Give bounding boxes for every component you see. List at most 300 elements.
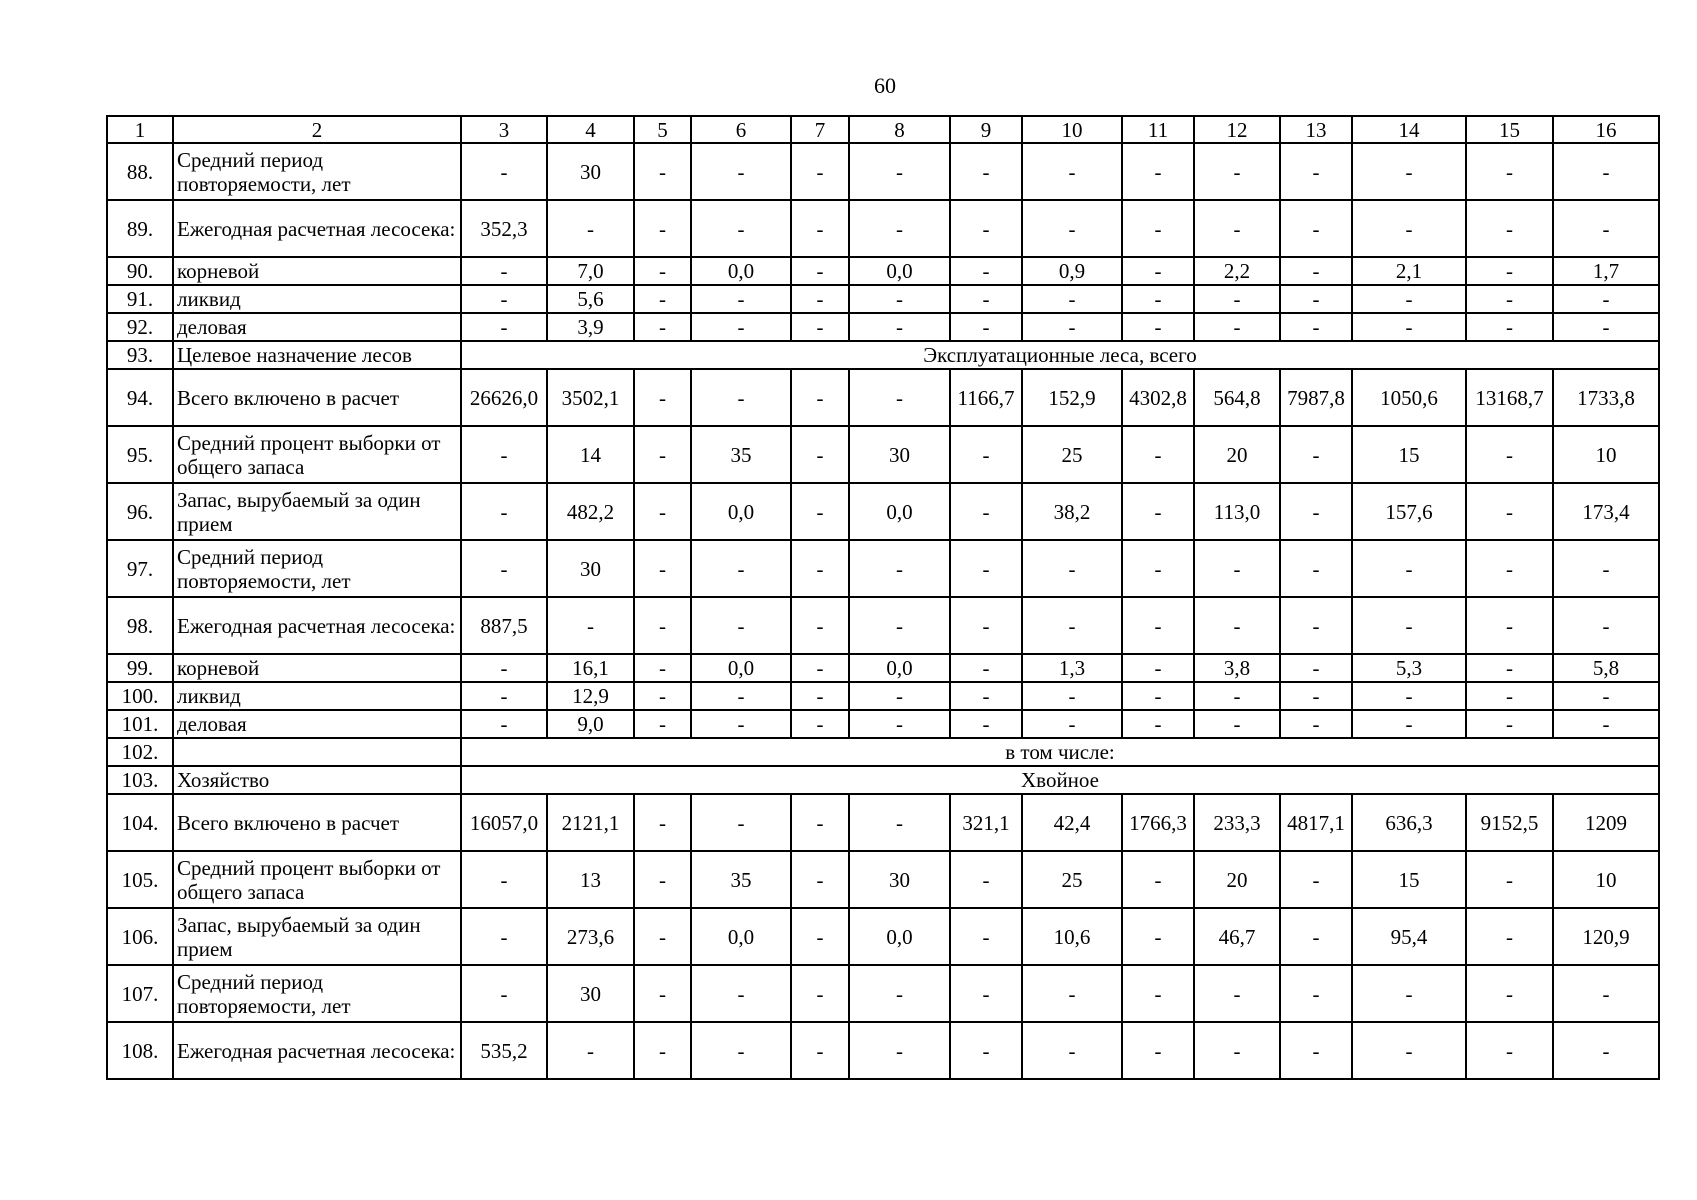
value-cell: -: [1022, 710, 1122, 738]
value-cell: -: [461, 851, 547, 908]
value-cell: -: [950, 143, 1022, 200]
row-number-cell: 105.: [107, 851, 173, 908]
value-cell: -: [547, 200, 634, 257]
row-number-cell: 94.: [107, 369, 173, 426]
value-cell: -: [1122, 851, 1194, 908]
value-cell: -: [634, 710, 691, 738]
row-number-cell: 107.: [107, 965, 173, 1022]
value-cell: -: [461, 682, 547, 710]
value-cell: -: [1122, 257, 1194, 285]
value-cell: -: [1280, 200, 1352, 257]
row-label-cell: [173, 738, 461, 766]
column-number-cell: 9: [950, 116, 1022, 143]
value-cell: -: [634, 851, 691, 908]
value-cell: -: [950, 654, 1022, 682]
value-cell: 152,9: [1022, 369, 1122, 426]
value-cell: -: [691, 200, 791, 257]
forest-harvest-table: [106, 115, 1660, 1080]
value-cell: -: [1280, 426, 1352, 483]
column-number-cell: 11: [1122, 116, 1194, 143]
value-cell: -: [1352, 710, 1466, 738]
value-cell: -: [950, 908, 1022, 965]
row-label-cell: Средний период повторяемости, лет: [173, 965, 461, 1022]
value-cell: -: [1352, 540, 1466, 597]
value-cell: -: [950, 200, 1022, 257]
table-row: [107, 143, 1659, 200]
value-cell: 1166,7: [950, 369, 1022, 426]
value-cell: -: [1122, 483, 1194, 540]
value-cell: -: [1553, 313, 1659, 341]
value-cell: -: [1194, 682, 1280, 710]
table-row: [107, 483, 1659, 540]
value-cell: -: [1194, 143, 1280, 200]
value-cell: -: [1466, 710, 1553, 738]
row-number-cell: 108.: [107, 1022, 173, 1079]
value-cell: -: [791, 369, 849, 426]
value-cell: -: [1352, 200, 1466, 257]
value-cell: 3502,1: [547, 369, 634, 426]
value-cell: -: [1194, 597, 1280, 654]
column-number-cell: 14: [1352, 116, 1466, 143]
value-cell: -: [849, 710, 950, 738]
row-label-cell: Запас, вырубаемый за один прием: [173, 908, 461, 965]
value-cell: -: [1466, 851, 1553, 908]
value-cell: -: [791, 597, 849, 654]
value-cell: -: [1122, 710, 1194, 738]
table-row: [107, 540, 1659, 597]
value-cell: 10: [1553, 426, 1659, 483]
value-cell: -: [849, 200, 950, 257]
value-cell: -: [1022, 540, 1122, 597]
value-cell: -: [1466, 908, 1553, 965]
value-cell: -: [1466, 143, 1553, 200]
row-number-cell: 97.: [107, 540, 173, 597]
table-row: [107, 851, 1659, 908]
column-number-cell: 2: [173, 116, 461, 143]
value-cell: -: [1280, 710, 1352, 738]
value-cell: -: [950, 597, 1022, 654]
value-cell: -: [1352, 597, 1466, 654]
value-cell: -: [950, 682, 1022, 710]
table-row: [107, 710, 1659, 738]
row-label-cell: Ежегодная расчетная лесосека:: [173, 597, 461, 654]
value-cell: -: [1122, 965, 1194, 1022]
value-cell: -: [791, 654, 849, 682]
value-cell: -: [1280, 313, 1352, 341]
value-cell: -: [547, 597, 634, 654]
value-cell: -: [634, 285, 691, 313]
value-cell: 10,6: [1022, 908, 1122, 965]
value-cell: 9152,5: [1466, 794, 1553, 851]
value-cell: -: [461, 540, 547, 597]
value-cell: -: [950, 426, 1022, 483]
value-cell: 35: [691, 426, 791, 483]
value-cell: -: [1280, 257, 1352, 285]
value-cell: -: [461, 143, 547, 200]
value-cell: -: [461, 710, 547, 738]
row-label-cell: Целевое назначение лесов: [173, 341, 461, 369]
value-cell: -: [1122, 908, 1194, 965]
table-row: [107, 738, 1659, 766]
row-label-cell: ликвид: [173, 682, 461, 710]
row-label-cell: деловая: [173, 313, 461, 341]
value-cell: 0,0: [849, 908, 950, 965]
table-row: [107, 341, 1659, 369]
value-cell: -: [791, 285, 849, 313]
value-cell: -: [1466, 313, 1553, 341]
column-number-cell: 10: [1022, 116, 1122, 143]
value-cell: 1733,8: [1553, 369, 1659, 426]
value-cell: -: [950, 1022, 1022, 1079]
value-cell: 7,0: [547, 257, 634, 285]
value-cell: -: [1466, 285, 1553, 313]
column-number-cell: 5: [634, 116, 691, 143]
value-cell: -: [1022, 682, 1122, 710]
value-cell: -: [1280, 851, 1352, 908]
value-cell: 1766,3: [1122, 794, 1194, 851]
value-cell: -: [849, 540, 950, 597]
value-cell: -: [791, 965, 849, 1022]
row-label-cell: Запас, вырубаемый за один прием: [173, 483, 461, 540]
value-cell: -: [691, 143, 791, 200]
value-cell: -: [1122, 1022, 1194, 1079]
value-cell: 42,4: [1022, 794, 1122, 851]
value-cell: -: [849, 143, 950, 200]
value-cell: -: [1352, 1022, 1466, 1079]
table-row: [107, 654, 1659, 682]
table-row: [107, 794, 1659, 851]
value-cell: 16057,0: [461, 794, 547, 851]
value-cell: 7987,8: [1280, 369, 1352, 426]
value-cell: -: [461, 654, 547, 682]
value-cell: -: [1022, 313, 1122, 341]
value-cell: -: [1022, 285, 1122, 313]
value-cell: -: [1280, 654, 1352, 682]
value-cell: -: [1022, 143, 1122, 200]
section-heading-cell: в том числе:: [461, 738, 1659, 766]
value-cell: -: [547, 1022, 634, 1079]
value-cell: 0,0: [691, 654, 791, 682]
value-cell: 2121,1: [547, 794, 634, 851]
column-number-cell: 13: [1280, 116, 1352, 143]
value-cell: -: [634, 540, 691, 597]
column-number-cell: 12: [1194, 116, 1280, 143]
value-cell: 3,9: [547, 313, 634, 341]
value-cell: -: [791, 426, 849, 483]
value-cell: 4302,8: [1122, 369, 1194, 426]
value-cell: -: [1194, 965, 1280, 1022]
value-cell: 16,1: [547, 654, 634, 682]
row-label-cell: Средний период повторяемости, лет: [173, 540, 461, 597]
value-cell: -: [1022, 200, 1122, 257]
value-cell: 157,6: [1352, 483, 1466, 540]
table-row: [107, 285, 1659, 313]
row-label-cell: Средний период повторяемости, лет: [173, 143, 461, 200]
value-cell: 4817,1: [1280, 794, 1352, 851]
section-heading-cell: Хвойное: [461, 766, 1659, 794]
row-number-cell: 99.: [107, 654, 173, 682]
value-cell: 352,3: [461, 200, 547, 257]
value-cell: -: [1280, 483, 1352, 540]
value-cell: -: [461, 965, 547, 1022]
row-number-cell: 91.: [107, 285, 173, 313]
value-cell: 20: [1194, 851, 1280, 908]
value-cell: -: [1553, 1022, 1659, 1079]
row-number-cell: 95.: [107, 426, 173, 483]
value-cell: 13: [547, 851, 634, 908]
value-cell: -: [1122, 313, 1194, 341]
value-cell: -: [1466, 426, 1553, 483]
value-cell: 1,7: [1553, 257, 1659, 285]
value-cell: 0,0: [691, 257, 791, 285]
value-cell: 482,2: [547, 483, 634, 540]
value-cell: -: [950, 483, 1022, 540]
value-cell: 30: [547, 965, 634, 1022]
column-number-cell: 4: [547, 116, 634, 143]
column-number-cell: 16: [1553, 116, 1659, 143]
value-cell: -: [691, 794, 791, 851]
value-cell: -: [691, 710, 791, 738]
value-cell: -: [1466, 200, 1553, 257]
row-number-cell: 100.: [107, 682, 173, 710]
value-cell: 5,3: [1352, 654, 1466, 682]
value-cell: -: [791, 794, 849, 851]
value-cell: -: [691, 369, 791, 426]
value-cell: -: [1466, 597, 1553, 654]
row-number-cell: 89.: [107, 200, 173, 257]
value-cell: 0,0: [691, 908, 791, 965]
row-number-cell: 88.: [107, 143, 173, 200]
value-cell: 3,8: [1194, 654, 1280, 682]
value-cell: 20: [1194, 426, 1280, 483]
value-cell: -: [634, 597, 691, 654]
row-number-cell: 92.: [107, 313, 173, 341]
value-cell: -: [1194, 313, 1280, 341]
value-cell: 273,6: [547, 908, 634, 965]
value-cell: -: [691, 313, 791, 341]
value-cell: -: [950, 851, 1022, 908]
table-row: [107, 766, 1659, 794]
value-cell: 887,5: [461, 597, 547, 654]
value-cell: -: [1280, 285, 1352, 313]
value-cell: -: [461, 285, 547, 313]
value-cell: -: [1280, 908, 1352, 965]
row-number-cell: 101.: [107, 710, 173, 738]
value-cell: -: [634, 200, 691, 257]
value-cell: 233,3: [1194, 794, 1280, 851]
row-label-cell: Ежегодная расчетная лесосека:: [173, 1022, 461, 1079]
value-cell: 10: [1553, 851, 1659, 908]
value-cell: 0,0: [849, 483, 950, 540]
row-number-cell: 98.: [107, 597, 173, 654]
value-cell: -: [1466, 540, 1553, 597]
value-cell: -: [849, 965, 950, 1022]
value-cell: -: [691, 540, 791, 597]
value-cell: -: [634, 369, 691, 426]
value-cell: -: [849, 682, 950, 710]
value-cell: -: [849, 369, 950, 426]
value-cell: 38,2: [1022, 483, 1122, 540]
table-row: [107, 965, 1659, 1022]
value-cell: -: [950, 285, 1022, 313]
value-cell: -: [1122, 682, 1194, 710]
value-cell: 95,4: [1352, 908, 1466, 965]
value-cell: -: [1352, 143, 1466, 200]
value-cell: -: [1553, 143, 1659, 200]
row-label-cell: корневой: [173, 257, 461, 285]
value-cell: -: [634, 908, 691, 965]
column-number-cell: 15: [1466, 116, 1553, 143]
value-cell: -: [791, 851, 849, 908]
value-cell: -: [1466, 1022, 1553, 1079]
value-cell: -: [634, 313, 691, 341]
column-number-cell: 6: [691, 116, 791, 143]
value-cell: 12,9: [547, 682, 634, 710]
value-cell: 1050,6: [1352, 369, 1466, 426]
value-cell: -: [1553, 597, 1659, 654]
value-cell: 30: [849, 851, 950, 908]
value-cell: 2,2: [1194, 257, 1280, 285]
value-cell: 30: [547, 540, 634, 597]
value-cell: -: [1122, 426, 1194, 483]
value-cell: 25: [1022, 426, 1122, 483]
value-cell: 1,3: [1022, 654, 1122, 682]
value-cell: -: [1280, 143, 1352, 200]
row-label-cell: Хозяйство: [173, 766, 461, 794]
value-cell: -: [950, 540, 1022, 597]
value-cell: -: [849, 285, 950, 313]
table-row: [107, 597, 1659, 654]
value-cell: 14: [547, 426, 634, 483]
row-number-cell: 103.: [107, 766, 173, 794]
value-cell: 5,6: [547, 285, 634, 313]
value-cell: -: [1022, 597, 1122, 654]
value-cell: -: [461, 426, 547, 483]
value-cell: -: [461, 908, 547, 965]
value-cell: -: [950, 257, 1022, 285]
value-cell: -: [634, 143, 691, 200]
value-cell: 564,8: [1194, 369, 1280, 426]
value-cell: -: [1280, 540, 1352, 597]
value-cell: -: [1280, 597, 1352, 654]
value-cell: 113,0: [1194, 483, 1280, 540]
value-cell: 13168,7: [1466, 369, 1553, 426]
row-label-cell: Средний процент выборки от общего запаса: [173, 426, 461, 483]
value-cell: -: [791, 710, 849, 738]
column-number-cell: 7: [791, 116, 849, 143]
value-cell: -: [1553, 682, 1659, 710]
value-cell: -: [849, 313, 950, 341]
table-row: [107, 313, 1659, 341]
value-cell: 30: [547, 143, 634, 200]
value-cell: -: [791, 682, 849, 710]
row-label-cell: Средний процент выборки от общего запаса: [173, 851, 461, 908]
value-cell: -: [849, 597, 950, 654]
value-cell: -: [1466, 682, 1553, 710]
value-cell: -: [1553, 710, 1659, 738]
table-row: [107, 908, 1659, 965]
value-cell: -: [634, 483, 691, 540]
value-cell: -: [1122, 654, 1194, 682]
value-cell: -: [1194, 540, 1280, 597]
row-label-cell: Всего включено в расчет: [173, 794, 461, 851]
value-cell: -: [691, 285, 791, 313]
row-number-cell: 102.: [107, 738, 173, 766]
value-cell: -: [791, 483, 849, 540]
value-cell: -: [1280, 965, 1352, 1022]
row-number-cell: 106.: [107, 908, 173, 965]
value-cell: 25: [1022, 851, 1122, 908]
value-cell: 0,0: [849, 257, 950, 285]
value-cell: -: [634, 682, 691, 710]
row-label-cell: ликвид: [173, 285, 461, 313]
value-cell: -: [1122, 285, 1194, 313]
table-row: [107, 682, 1659, 710]
value-cell: -: [1022, 965, 1122, 1022]
row-number-cell: 104.: [107, 794, 173, 851]
value-cell: 173,4: [1553, 483, 1659, 540]
value-cell: -: [1352, 285, 1466, 313]
table-row: [107, 426, 1659, 483]
value-cell: -: [1466, 483, 1553, 540]
row-label-cell: Всего включено в расчет: [173, 369, 461, 426]
value-cell: -: [461, 313, 547, 341]
value-cell: -: [791, 908, 849, 965]
value-cell: 0,0: [691, 483, 791, 540]
value-cell: -: [1122, 200, 1194, 257]
value-cell: -: [1466, 257, 1553, 285]
value-cell: -: [950, 965, 1022, 1022]
value-cell: -: [1553, 200, 1659, 257]
value-cell: -: [1194, 1022, 1280, 1079]
table-row: [107, 200, 1659, 257]
value-cell: 535,2: [461, 1022, 547, 1079]
value-cell: 636,3: [1352, 794, 1466, 851]
value-cell: 15: [1352, 426, 1466, 483]
value-cell: -: [791, 540, 849, 597]
table-row: [107, 257, 1659, 285]
value-cell: -: [1194, 710, 1280, 738]
value-cell: 5,8: [1553, 654, 1659, 682]
value-cell: -: [1352, 682, 1466, 710]
value-cell: -: [1122, 143, 1194, 200]
value-cell: 1209: [1553, 794, 1659, 851]
value-cell: -: [634, 257, 691, 285]
value-cell: -: [1466, 654, 1553, 682]
value-cell: -: [691, 1022, 791, 1079]
value-cell: 30: [849, 426, 950, 483]
value-cell: 120,9: [1553, 908, 1659, 965]
value-cell: -: [634, 654, 691, 682]
value-cell: -: [1122, 540, 1194, 597]
value-cell: -: [461, 257, 547, 285]
value-cell: 0,9: [1022, 257, 1122, 285]
value-cell: -: [1280, 1022, 1352, 1079]
column-number-cell: 8: [849, 116, 950, 143]
value-cell: -: [1466, 965, 1553, 1022]
value-cell: -: [1352, 965, 1466, 1022]
value-cell: 321,1: [950, 794, 1022, 851]
value-cell: -: [634, 794, 691, 851]
value-cell: -: [791, 257, 849, 285]
value-cell: 26626,0: [461, 369, 547, 426]
table-row: [107, 369, 1659, 426]
value-cell: 35: [691, 851, 791, 908]
row-number-cell: 96.: [107, 483, 173, 540]
row-label-cell: Ежегодная расчетная лесосека:: [173, 200, 461, 257]
value-cell: -: [849, 1022, 950, 1079]
value-cell: -: [1022, 1022, 1122, 1079]
